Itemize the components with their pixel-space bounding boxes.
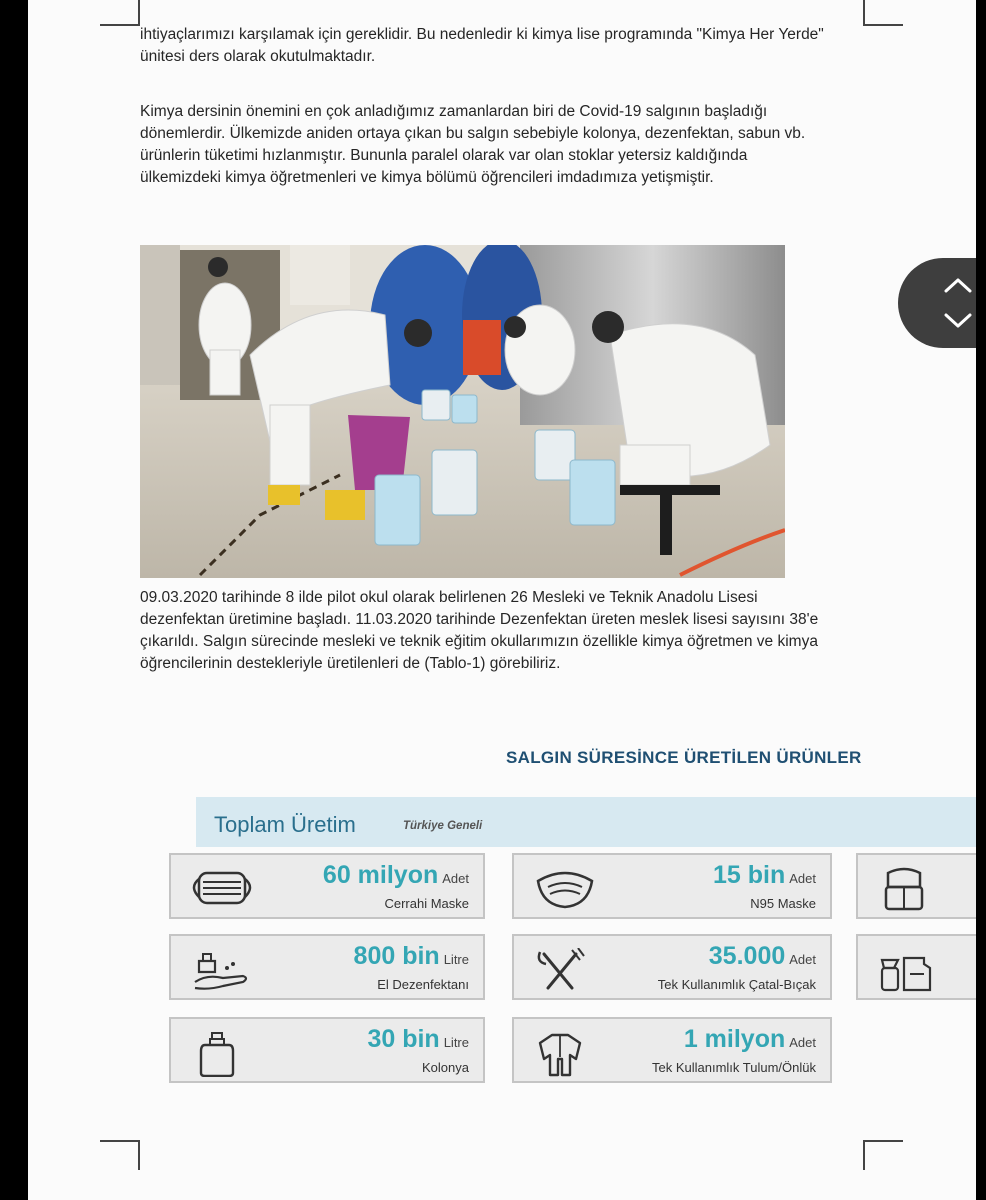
document-page (28, 0, 976, 1200)
stat-value: 800 bin (353, 942, 440, 970)
nationwide-subtitle: Türkiye Geneli (403, 820, 483, 832)
stat-card-disposable-cutlery (512, 934, 832, 1000)
paragraph-covid: Kimya dersinin önemini en çok anladığımız zamanlardan biri de Covid-19 salgının başladığı dönemlerdir. Ülkemizde aniden ortaya çıkan bu salgın sebebiyle kolonya, dezenfektan, sabun vb. ürünlerin tüketimi hızlanmıştır. Bununla paralel olarak var olan stoklar yetersiz kaldığında ülkemizdeki kimya öğretmenleri ve kimya bölümü öğrencileri imdadımıza yetişmiştir. (140, 103, 806, 186)
surgical-mask-icon (187, 867, 257, 909)
coverall-icon (530, 1031, 590, 1077)
stat-value: 60 milyon (322, 861, 439, 889)
crop-mark-bottom-right (863, 1140, 903, 1170)
chevron-down-icon[interactable] (946, 315, 970, 326)
stat-unit: Adet (789, 1035, 816, 1050)
n95-mask-icon (530, 867, 600, 909)
stat-label: Cerrahi Maske (384, 896, 469, 911)
stat-card-n95-mask (512, 853, 832, 919)
chevron-up-icon[interactable] (946, 280, 970, 291)
paragraph-production: 09.03.2020 tarihinde 8 ilde pilot okul olarak belirlenen 26 Mesleki ve Teknik Anadolu Lisesi dezenfektan üretimine başladı. 11.03.2020 tarihinde Dezenfektan üreten meslek lisesi sayısını 38'e çıkarıldı. Salgın sürecinde mesleki ve teknik eğitim okullarımızın özellikle kimya öğretmen ve kimya öğrencilerinin destekleriyle üretilenleri de (Tablo-1) görebiliriz. (140, 589, 819, 672)
hand-sanitizer-icon (187, 948, 257, 992)
stat-card-hand-sanitizer (169, 934, 485, 1000)
stat-unit: Litre (443, 952, 469, 967)
stat-card-cleaner-partial (856, 934, 976, 1000)
stat-card-face-shield-partial (856, 853, 976, 919)
crop-mark-top-right (863, 0, 903, 26)
stat-value: 1 milyon (683, 1025, 786, 1053)
stat-label: N95 Maske (750, 896, 816, 911)
stat-unit: Adet (442, 871, 469, 886)
stat-value: 15 bin (713, 861, 786, 889)
stat-unit: Litre (443, 1035, 469, 1050)
fork-knife-icon (530, 948, 590, 992)
stat-label: Tek Kullanımlık Çatal-Bıçak (657, 977, 816, 992)
crop-mark-top-left (100, 0, 140, 26)
face-shield-icon (874, 867, 934, 911)
stat-value: 35.000 (708, 942, 786, 970)
stat-card-cologne (169, 1017, 485, 1083)
stat-label: Kolonya (422, 1060, 469, 1075)
stat-label: El Dezenfektanı (377, 977, 469, 992)
stat-card-coverall (512, 1017, 832, 1083)
stat-label: Tek Kullanımlık Tulum/Önlük (651, 1060, 816, 1075)
paragraph-intro: ihtiyaçlarımızı karşılamak için gereklidir. Bu nedenledir ki kimya lise programında "Kimya Her Yerde" ünitesi ders olarak okutulmaktadır. (140, 26, 824, 65)
spray-cleaner-icon (874, 948, 944, 992)
stat-unit: Adet (789, 952, 816, 967)
stat-unit: Adet (789, 871, 816, 886)
total-production-title: Toplam Üretim (214, 812, 356, 837)
production-photo (140, 245, 785, 578)
stat-card-surgical-mask (169, 853, 485, 919)
section-title: SALGIN SÜRESİNCE ÜRETİLEN ÜRÜNLER (506, 748, 862, 767)
page-nav-control[interactable] (898, 258, 976, 348)
stat-value: 30 bin (367, 1025, 440, 1053)
crop-mark-bottom-left (100, 1140, 140, 1170)
cologne-bottle-icon (187, 1031, 247, 1077)
